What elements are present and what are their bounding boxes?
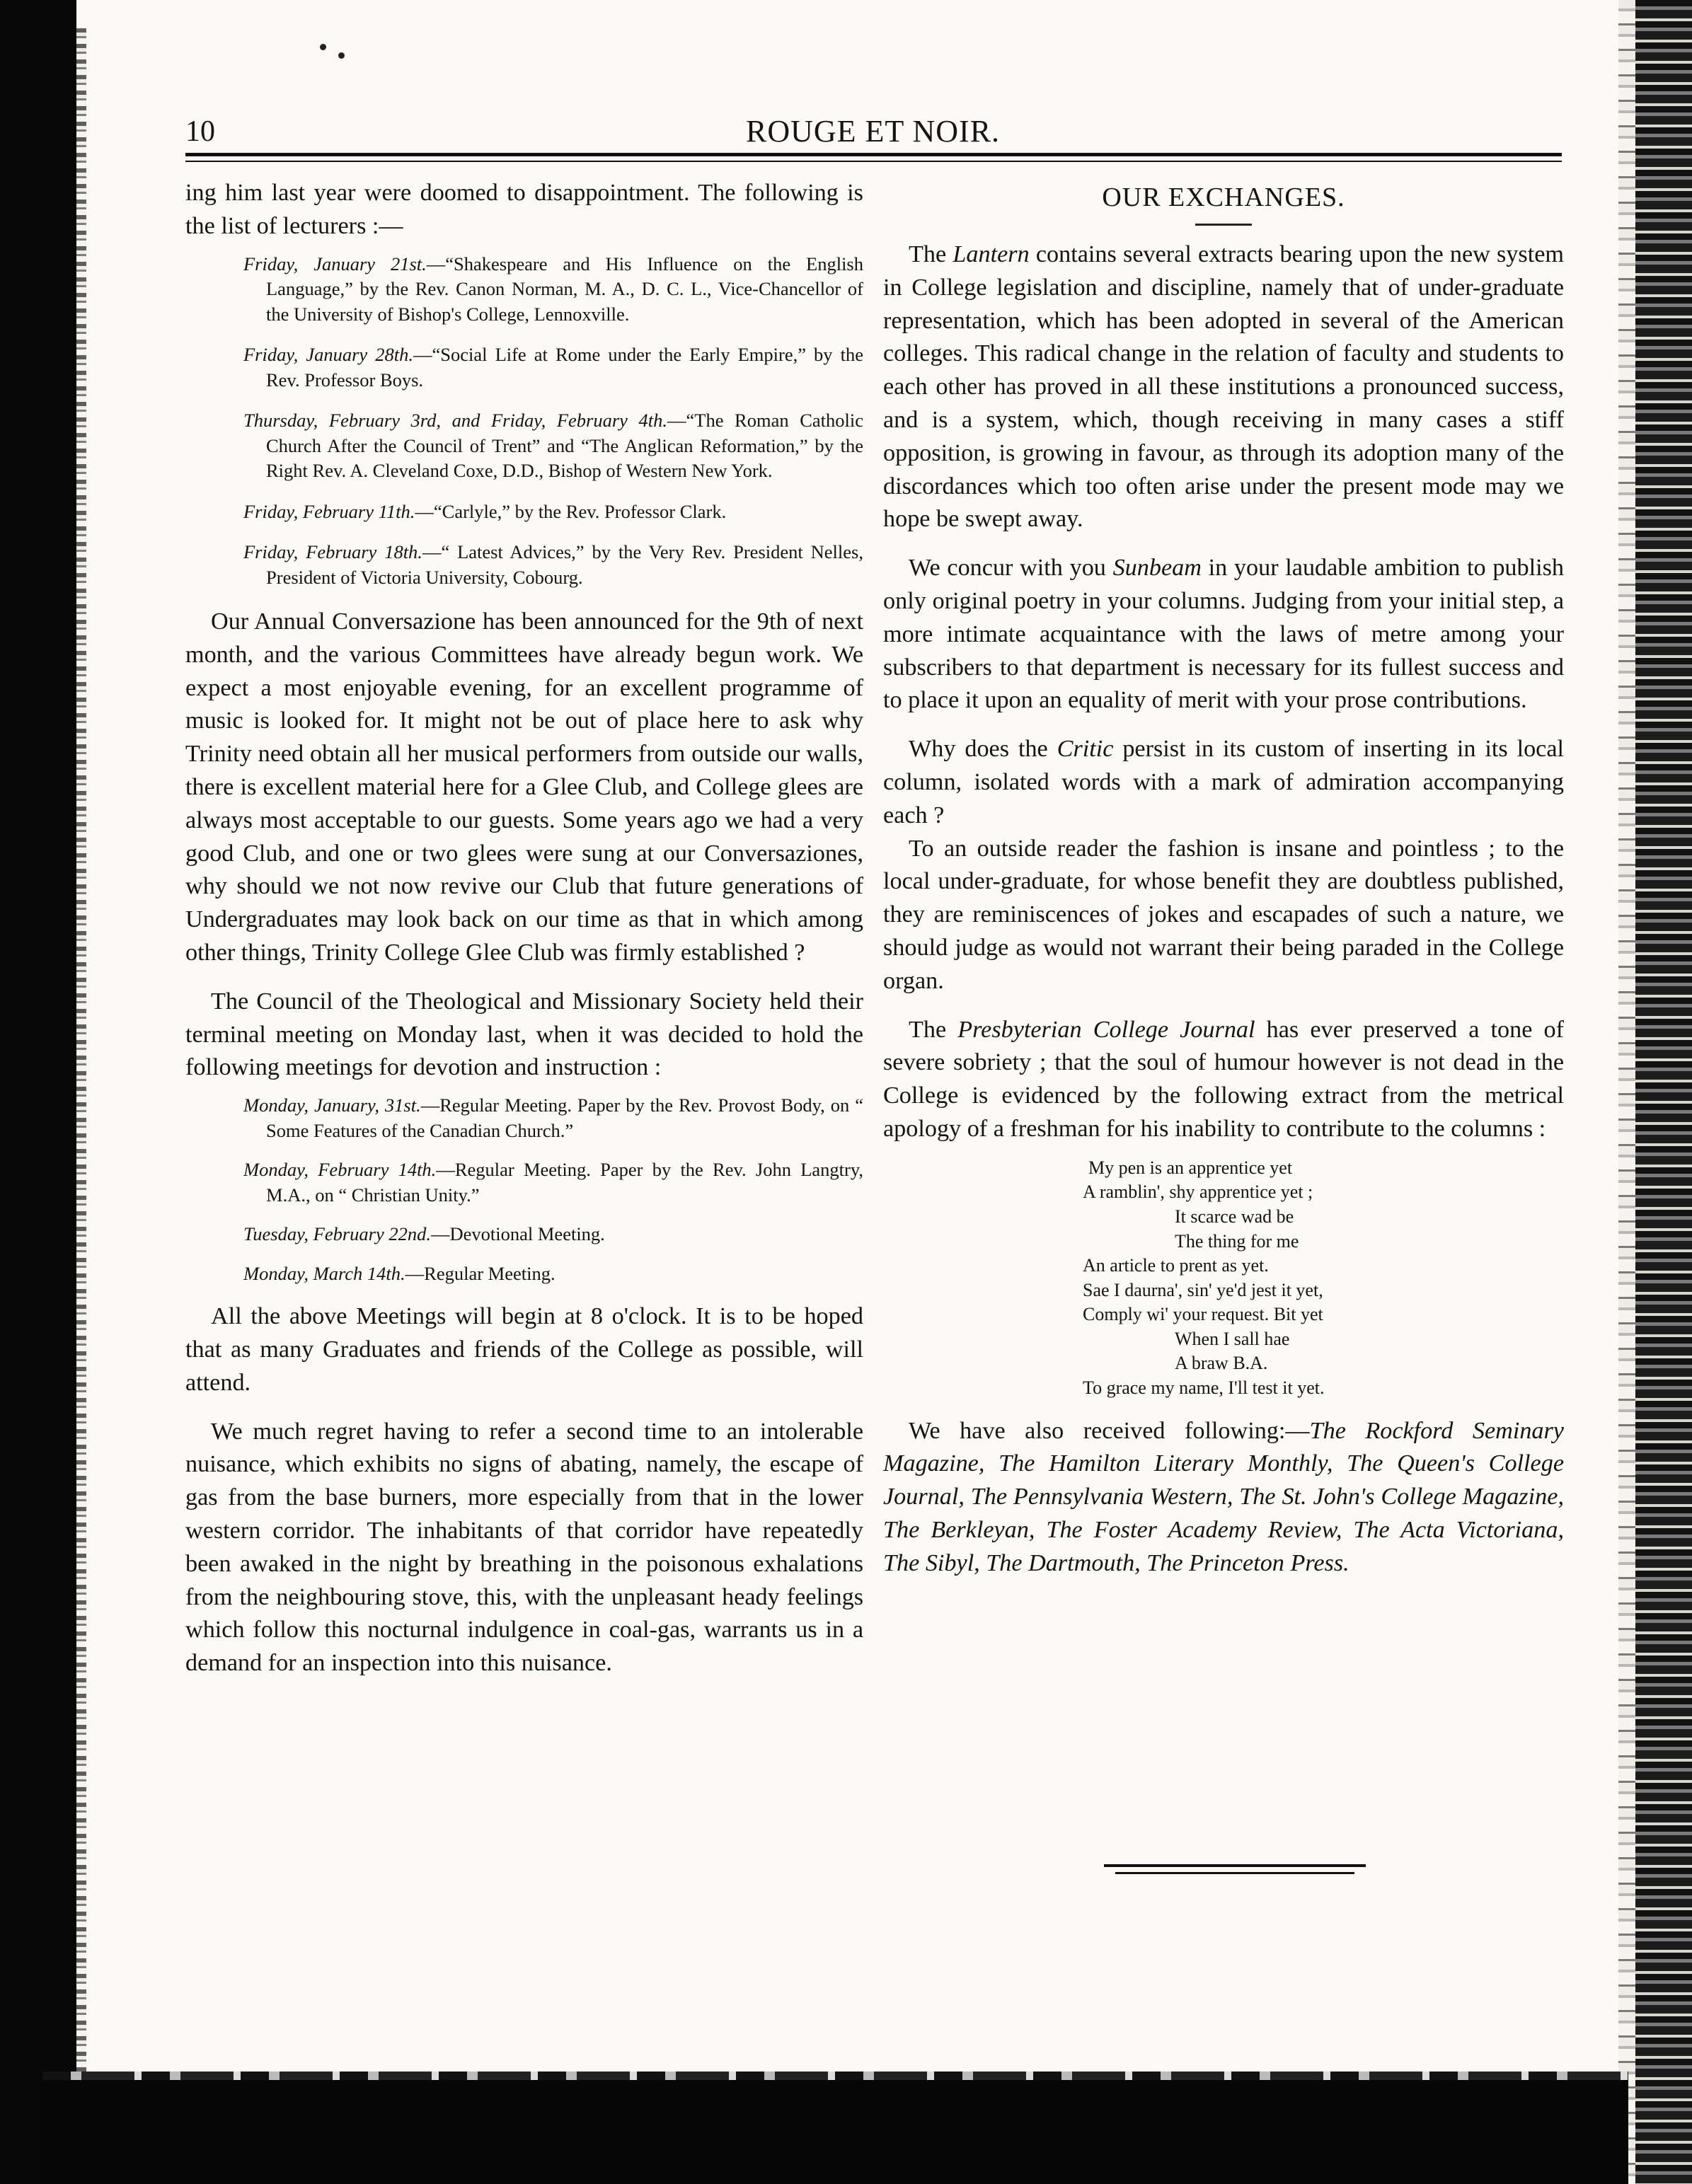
meeting-text: —Regular Meeting.: [405, 1262, 556, 1284]
periodical-title: Critic: [1057, 736, 1114, 763]
poem-line: To grace my name, I'll test it yet.: [1083, 1377, 1325, 1399]
poem-line: A ramblin', shy apprentice yet ;: [1083, 1181, 1313, 1203]
paragraph-also-received: [883, 1415, 1564, 1581]
meeting-date: Monday, January, 31st.: [243, 1094, 421, 1116]
paragraph-meeting-time: All the above Meetings will begin at 8 o'clock. It is to be hoped that as many Graduates and friends of the College as possible, will attend.: [185, 1303, 863, 1396]
ink-speck: [338, 52, 345, 59]
meeting-item: [243, 1093, 863, 1143]
poem-line: It scarce wad be: [1175, 1206, 1294, 1227]
lecture-item: [243, 408, 863, 484]
meeting-item: [243, 1157, 863, 1208]
meeting-text: —Regular Meeting. Paper by the Rev. Provost Body, on “ Some Features of the Canadian Church.”: [266, 1094, 863, 1141]
lecture-text: —“ Latest Advices,” by the Very Rev. President Nelles, President of Victoria University, Cobourg.: [266, 541, 863, 588]
meeting-item: [243, 1222, 863, 1247]
meeting-text: —Devotional Meeting.: [431, 1223, 605, 1245]
periodical-title: Presbyterian College Journal: [957, 1016, 1255, 1043]
meeting-date: Monday, February 14th.: [243, 1159, 437, 1181]
text-run: contains several extracts bearing upon the new system in College legislation and discipline, namely that of under-graduate representation, which has been adopted in several of the American colleges. This radical change in the relation of faculty and students to each other has proved in all these institutions a pronounced success, and is a system, which, though receiving in many cases a stiff opposition, is growing in favour, as through its adoption many of the discordances which too often arise under the present mode may we hope be swept away.: [883, 241, 1564, 533]
paragraph-gas-nuisance: We much regret having to refer a second time to an intolerable nuisance, which exhibits no signs of abating, namely, the escape of gas from the base burners, more especially from that in the lower western corridor. The inhabitants of that corridor have repeatedly been awaked in the night by breathing in the poisonous exhalations from the neighbouring stove, this, with the unpleasant heady feelings which follow this nocturnal indulgence in coal-gas, warrants us in a demand for an inspection into this nuisance.: [185, 1418, 863, 1677]
heading-rule: [1195, 224, 1252, 226]
lecture-date: Thursday, February 3rd, and Friday, February 4th.: [243, 410, 667, 432]
lecture-item: [243, 540, 863, 590]
text-run: The: [909, 1016, 958, 1043]
poem-line: An article to prent as yet.: [1083, 1255, 1269, 1276]
text-run: We have also received following:—: [909, 1417, 1310, 1444]
meeting-date: Tuesday, February 22nd.: [243, 1223, 431, 1245]
text-run: has ever preserved a tone of severe sobriety ; that the soul of humour however is not dead in the College is evidenced by the following extract from the metrical apology of a freshman for his inability to contribute to the columns :: [883, 1016, 1564, 1142]
paragraph-lecture-intro: ing him last year were doomed to disappointment. The following is the list of lecturers :—: [185, 180, 863, 239]
scan-edge-bottom-stripe: [42, 2072, 1628, 2080]
poem-line: The thing for me: [1175, 1230, 1299, 1252]
scan-edge-left: [0, 0, 76, 2184]
meeting-list: [243, 1093, 863, 1286]
paragraph-presbyterian: [883, 1014, 1564, 1146]
poem-line: Comply wi' your request. Bit yet: [1083, 1304, 1323, 1325]
scan-edge-left-stripe: [76, 28, 86, 2151]
poem-line: My pen is an apprentice yet: [1088, 1157, 1293, 1178]
running-title: ROUGE ET NOIR.: [746, 114, 1001, 149]
lecture-text: —“Social Life at Rome under the Early Empire,” by the Rev. Professor Boys.: [266, 344, 863, 391]
meeting-item: [243, 1261, 863, 1287]
lecture-list: [243, 252, 863, 591]
left-column: [185, 177, 863, 1680]
lecture-date: Friday, February 18th.: [243, 541, 422, 563]
end-rule-top: [1104, 1864, 1366, 1867]
lecture-date: Friday, January 28th.: [243, 344, 413, 366]
text-run: The: [909, 241, 953, 267]
header-rule-thin: [185, 161, 1562, 162]
text-run: persist in its custom of inserting in its local column, isolated words with a mark of admiration accompanying each ?: [883, 736, 1565, 828]
lecture-item: [243, 252, 863, 328]
text-run: We concur with you: [909, 555, 1113, 582]
paragraph-conversazione: Our Annual Conversazione has been announced for the 9th of next month, and the various Committees have already begun work. We expect a most enjoyable evening, for an excellent programme of music is looked for. It might not be out of place here to ask why Trinity need obtain all her musical performers from outside our walls, there is excellent material here for a Glee Club, and College glees are always most acceptable to our guests. Some years ago we had a very good Club, and one or two glees were sung at our Conversaziones, why should we not now revive our Club that future generations of Undergraduates may look back on our time as that in which among other things, Trinity College Glee Club was firmly established ?: [185, 608, 863, 966]
meeting-date: Monday, March 14th.: [243, 1262, 405, 1284]
paragraph-lantern: [883, 238, 1564, 536]
scan-edge-right: [1635, 0, 1692, 2184]
periodical-title: Lantern: [953, 241, 1030, 267]
page-number: 10: [185, 115, 215, 148]
text-run: Why does the: [909, 736, 1057, 763]
periodical-titles: The Rockford Seminary Magazine, The Hamilton Literary Monthly, The Queen's College Journal, The Pennsylvania Western, The St. John's College Magazine, The Berkleyan, The Foster Academy Review, The Acta Victoriana, The Sibyl, The Dartmouth, The Princeton Press.: [883, 1417, 1564, 1576]
lecture-text: —“Carlyle,” by the Rev. Professor Clark.: [415, 500, 727, 522]
lecture-date: Friday, January 21st.: [243, 253, 427, 275]
poem: [883, 1156, 1564, 1401]
right-column: [883, 177, 1564, 1581]
poem-line: Sae I daurna', sin' ye'd jest it yet,: [1083, 1279, 1323, 1300]
ink-speck: [320, 44, 326, 50]
paragraph-sunbeam: [883, 552, 1564, 717]
text-run: in your laudable ambition to publish only original poetry in your columns. Judging from your initial step, a more intimate acquaintance with the laws of metre among your subscribers to that department is necessary for its fullest success and to place it upon an equality of merit with your prose contributions.: [883, 555, 1564, 714]
paragraph-critic: [883, 733, 1564, 832]
lecture-item: [243, 342, 863, 393]
lecture-date: Friday, February 11th.: [243, 500, 415, 522]
scan-edge-right-inner: [1618, 0, 1635, 2184]
poem-line: When I sall hae: [1175, 1328, 1290, 1349]
lecture-item: [243, 499, 863, 525]
scan-edge-bottom: [42, 2080, 1628, 2184]
poem-line: A braw B.A.: [1175, 1353, 1268, 1374]
paragraph-outside-reader: To an outside reader the fashion is insane and pointless ; to the local under-graduate, for whose benefit they are doubtless published, they are reminiscences of jokes and escapades of such a nature, we should judge as would not warrant their being paraded in the College organ.: [883, 835, 1564, 994]
lecture-text: —“Shakespeare and His Influence on the English Language,” by the Rev. Canon Norman, M. A., D. C. L., Vice-Chancellor of the University of Bishop's College, Lennoxville.: [266, 253, 863, 325]
end-rule-bottom: [1115, 1872, 1354, 1874]
lecture-text: —“The Roman Catholic Church After the Council of Trent” and “The Anglican Reformation,” by the Right Rev. A. Cleveland Coxe, D.D., Bishop of Western New York.: [266, 410, 863, 482]
paragraph-missionary-society: The Council of the Theological and Missionary Society held their terminal meeting on Monday last, when it was decided to hold the following meetings for devotion and instruction :: [185, 988, 863, 1081]
meeting-text: —Regular Meeting. Paper by the Rev. John Langtry, M.A., on “ Christian Unity.”: [266, 1159, 863, 1206]
section-heading-exchanges: OUR EXCHANGES.: [1102, 183, 1345, 212]
periodical-title: Sunbeam: [1112, 555, 1202, 582]
header-rule-thick: [185, 153, 1562, 156]
